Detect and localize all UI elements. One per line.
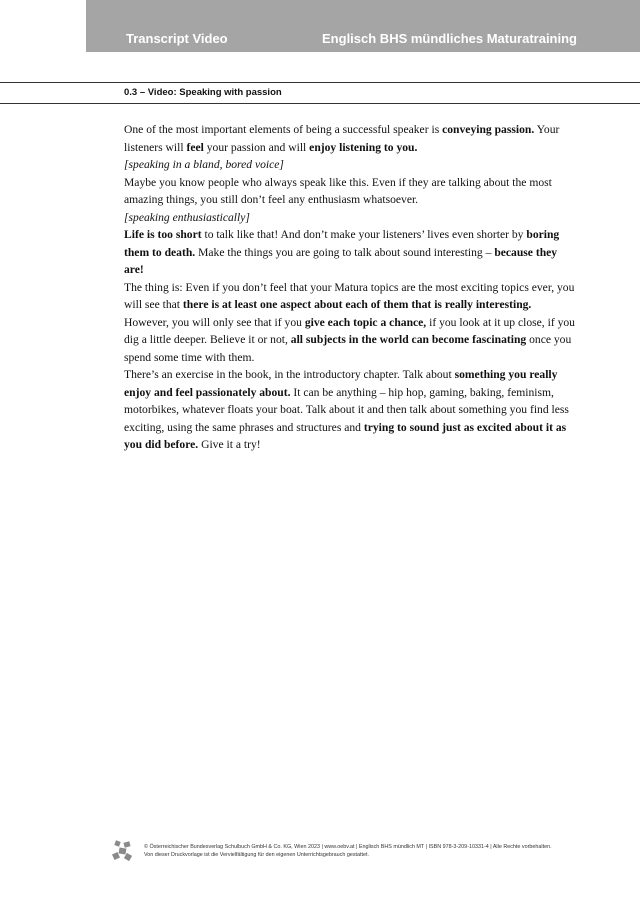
header-left-title: Transcript Video [126, 31, 228, 46]
bold-run: boring them to death. [124, 228, 560, 259]
bold-run: feel [186, 140, 204, 154]
section-title: 0.3 – Video: Speaking with passion [124, 87, 282, 98]
bold-run: give each topic a chance, [304, 315, 427, 329]
text-run: Give it a try! [198, 438, 261, 451]
footer [112, 838, 602, 868]
bold-run: all subjects in the world can become fascinating [290, 333, 527, 346]
bold-run: there is at least one aspect about each of them that is really interesting. [182, 298, 532, 311]
text-run: Maybe you know people who always speak like this. Even if they are talking about the most amazing things, you still don’t feel any enthusiasm whatsoever. [124, 175, 552, 206]
text-run: Your listeners will [124, 123, 560, 154]
header-right-title: Englisch BHS mündliches Maturatraining [322, 31, 577, 46]
bold-run: Life is too short [124, 228, 202, 241]
bold-run: something you really enjoy and feel passionately about. [124, 368, 558, 399]
publisher-logo-icon [112, 840, 134, 862]
bold-run: conveying passion. [442, 123, 535, 136]
header-bar [86, 0, 640, 52]
paragraph-3 [124, 226, 579, 279]
paragraph-2 [124, 174, 579, 209]
text-run: One of the most important elements of being a successful speaker is [124, 123, 443, 136]
text-run: your passion and will [203, 140, 310, 154]
transcript-body [124, 121, 579, 454]
text-run: to talk like that! And don’t make your listeners’ lives even shorter by [201, 228, 527, 241]
footer-copyright: © Österreichischer Bundesverlag Schulbuch GmbH & Co. KG, Wien 2023 | www.oebv.at | Englisch BHS mündlich MT | ISBN 978-3-209-10331-4 | Alle Rechte vorbehalten. [144, 844, 552, 850]
text-run: It can be anything – hip hop, gaming, baking, feminism, motorbikes, whatever floats your boat. Talk about it and then talk about something you find less exciting, using the same phrases and structures and [124, 385, 569, 434]
footer-text [144, 843, 552, 860]
text-run: However, you will only see that if you [124, 315, 305, 329]
bold-run: enjoy listening to you. [309, 140, 418, 154]
bold-run: trying to sound just as excited about it as you did before. [124, 420, 567, 451]
stage-direction-1: [speaking in a bland, bored voice] [124, 158, 284, 171]
paragraph-5 [124, 366, 579, 454]
text-run: The thing is: Even if you don’t feel that your Matura topics are the most exciting topics ever, you will see that [124, 280, 575, 311]
footer-permission: Von dieser Druckvorlage ist die Vervielfältigung für den eigenen Unterrichtsgebrauch gestattet. [144, 852, 370, 859]
paragraph-4 [124, 279, 579, 367]
paragraph-1 [124, 121, 579, 156]
text-run: once you spend some time with them. [124, 333, 572, 364]
section-heading-box [0, 82, 640, 104]
stage-direction-2: [speaking enthusiastically] [124, 210, 250, 224]
bold-run: because they are! [124, 245, 558, 276]
text-run: if you look at it up close, if you dig a little deeper. Believe it or not, [124, 315, 575, 346]
text-run: Make the things you are going to talk about sound interesting – [195, 245, 495, 259]
text-run: There’s an exercise in the book, in the introductory chapter. Talk about [124, 368, 455, 381]
